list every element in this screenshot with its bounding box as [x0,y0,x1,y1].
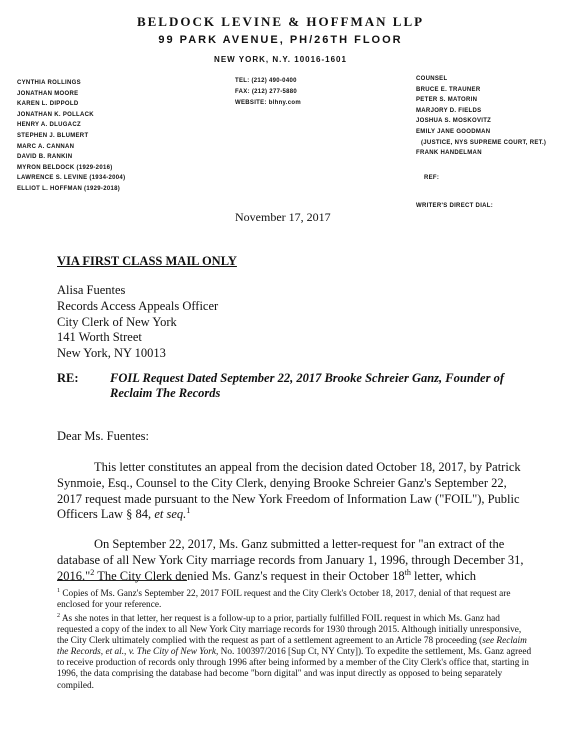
counsel-note: (JUSTICE, NYS SUPREME COURT, RET.) [421,139,547,146]
partner-name: STEPHEN J. BLUMERT [17,132,89,139]
paragraph-2-text-c: letter, which [410,568,477,583]
counsel-name: FRANK HANDELMAN [416,150,482,157]
footnote-2-text-a: As she notes in that letter, her request is a follow-up to a prior, partially fulfilled FOIL request in which Ms. Ganz had requested a copy of the index to all New York City marriage records for 1930 through 2015. Although initially unresponsive, the City Clerk ultimately complied with the request as part of a settlement agreement to an Article 78 proceeding ( [57,614,522,647]
firm-name: BELDOCK LEVINE & HOFFMAN LLP [136,14,425,29]
recipient-line: 141 Worth Street [57,330,142,345]
recipient-address [57,283,218,362]
case-citation: see Reclaim the Records, et al., v. The City of New York [57,636,527,658]
counsel-name: EMILY JANE GOODMAN [416,128,491,135]
recipient-line: Alisa Fuentes [57,283,126,297]
et-seq: et seq. [154,507,187,522]
firm-city: NEW YORK, N.Y. 10016-1601 [214,55,347,64]
recipient-line: City Clerk of New York [57,314,177,329]
partner-list [17,78,125,195]
ordinal-suffix: th [404,567,411,577]
footnote-2-text-b: , No. 100397/2016 [Sup Ct, NY Cnty]). To expedite the settlement, Ms. Ganz agreed to receive production of records only through 1996 after being informed by a member of the City Clerk's office that, starting in 1996, the data comprising the database had become "born digital" and was input directly as opposed to being separately compiled. [57,647,532,691]
paragraph-1-text: This letter constitutes an appeal from the decision dated October 18, 2017, by Patrick Synmoie, Esq., Counsel to the City Clerk, denying Brooke Schreier Ganz's September 22, 2017 request made pursuant to the New York Freedom of Information Law ("FOIL"), Public Officers Law § 84, [57,460,521,522]
counsel-list [416,74,546,159]
contact-info [235,76,301,109]
partner-name: CYNTHIA ROLLINGS [17,80,81,86]
partner-name: JONATHAN MOORE [17,90,79,97]
re-label: RE: [57,371,79,385]
letter-date: November 17, 2017 [235,210,331,224]
recipient-line: Records Access Appeals Officer [57,298,219,313]
website: WEBSITE: blhny.com [235,100,301,106]
counsel-name: MARJORY D. FIELDS [416,107,482,114]
footnote-divider [57,580,187,581]
counsel-name: BRUCE E. TRAUNER [416,86,481,93]
partner-name: MYRON BELDOCK (1929-2016) [17,164,113,171]
salutation: Dear Ms. Fuentes: [57,429,149,443]
firm-address: 99 PARK AVENUE, PH/26TH FLOOR [158,34,403,46]
footnote-2 [57,614,533,692]
ref-label: REF: [424,175,440,181]
recipient-line: New York, NY 10013 [57,346,166,361]
paragraph-1 [57,460,533,523]
phone-number: TEL: (212) 490-0400 [235,78,297,84]
footnote-1-number: 1 [57,587,61,594]
footnote-2-number: 2 [57,612,61,619]
counsel-name: PETER S. MATORIN [416,97,478,104]
partner-name: KAREN L. DIPPOLD [17,101,79,108]
counsel-heading: COUNSEL [416,76,448,82]
footnote-1 [57,589,533,611]
footnote-1-text: Copies of Ms. Ganz's September 22, 2017 FOIL request and the City Clerk's October 18, 2017, denial of that request are enclosed for your reference. [57,589,511,611]
re-subject: FOIL Request Dated September 22, 2017 Brooke Schreier Ganz, Founder of Reclaim The Records [110,371,504,400]
footnote-ref-1[interactable]: 1 [186,506,191,516]
partner-name: DAVID B. RANKIN [17,154,73,161]
partner-name: JONATHAN K. POLLACK [17,111,94,118]
direct-dial-label: WRITER'S DIRECT DIAL: [416,203,494,209]
partner-name: MARC A. CANNAN [17,143,75,150]
partner-name: LAWRENCE S. LEVINE (1934-2004) [17,175,126,182]
delivery-method: VIA FIRST CLASS MAIL ONLY [57,254,237,268]
partner-name: ELLIOT L. HOFFMAN (1929-2018) [17,185,121,192]
counsel-name: JOSHUA S. MOSKOVITZ [416,118,492,125]
paragraph-2-text-a: On September 22, 2017, Ms. Ganz submitted a letter-request for "an extract of the database of all New York City marriage records from January 1, 1996, through December 31, 2016." [57,537,524,583]
paragraph-2 [57,537,533,584]
paragraph-2-text-b: The City Clerk denied Ms. Ganz's request in their October 18 [94,568,405,583]
fax-number: FAX: (212) 277-5880 [235,89,298,95]
partner-name: HENRY A. DLUGACZ [17,122,81,129]
footnote-ref-2[interactable]: 2 [90,567,95,577]
